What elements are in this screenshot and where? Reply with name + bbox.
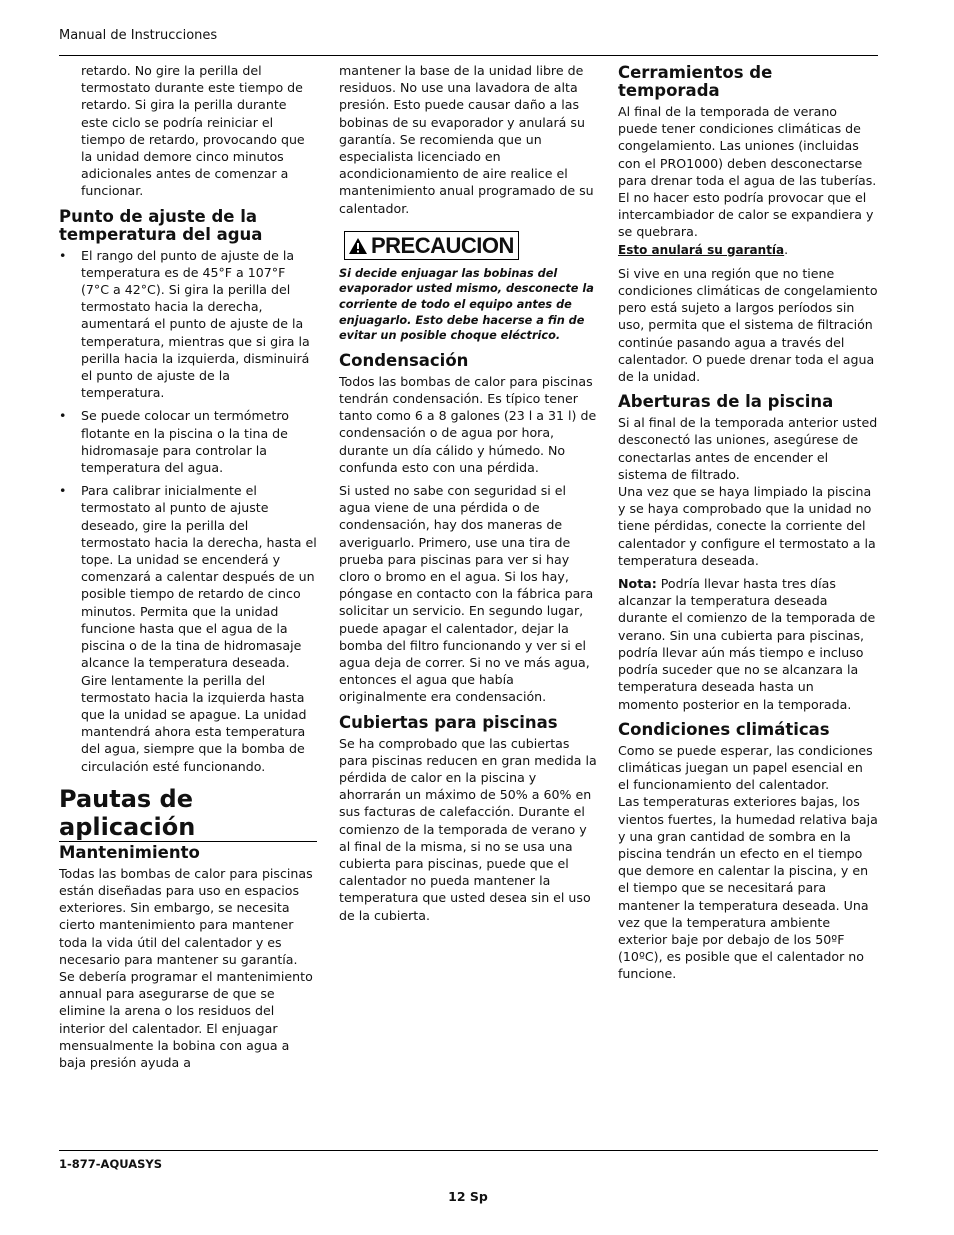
maintenance-continued: mantener la base de la unidad libre de residuos. No use una lavadora de alta presión. Esto puede causar daño a las bobinas de su evaporador y anulará su garantía. Se recomienda que un especialista licenciado en acondicionamiento de aire realice el mantenimiento anual programado de su calentador. [339, 63, 594, 216]
climate-paragraph-2: Las temperaturas exteriores bajas, los vientos fuertes, la humedad relativa baja y una gran cantidad de sombra en la piscina tendrán un efecto en el tiempo que demore en calentar la piscina, y en el tiempo que se necesitará para mantener la temperatura deseada. Una vez que la temperatura ambiente exterior baje por debajo de los 50ºF (10ºC), es posible que el calentador no funcione. [618, 794, 878, 982]
note-paragraph [618, 575, 878, 713]
warning-icon [348, 237, 368, 255]
heading-season-closing: Cerramientos de temporada [618, 63, 773, 100]
heading-setpoint: Punto de ajuste de la temperatura del agua [59, 206, 263, 244]
season-paragraph-1: Al final de la temporada de verano puede tener condiciones climáticas de congelamiento. Las uniones (incluidas con el PRO1000) deben desconectarse para drenar toda el agua de las tuberías. El no hacer esto podría provocar que el intercambiador de calor se expandiera y se quebrara. [618, 104, 877, 240]
covers-paragraph: Se ha comprobado que las cubiertas para piscinas reducen en gran medida la pérdida de calor en la piscina y ahorrarán un máximo de 50% a 60% en sus facturas de calefacción. Durante el comienzo de la temporada de verano y al final de la misma, si no se usa una cubierta para piscinas, puede que el calentador no pueda mantener la temperatura que usted desea sin el uso de la cubierta. [339, 735, 597, 923]
maintenance-paragraph: Todas las bombas de calor para piscinas están diseñadas para uso en espacios exteriores. Sin embargo, se necesita cierto mantenimiento para mantener toda la vida útil del calentador y es necesario para mantener su garantía. Se debería programar el mantenimiento annual para asegurarse de que se elimine la arena o los residuos del interior del calentador. El enjuagar mensualmente la bobina con agua a baja presión ayuda a [59, 865, 313, 1070]
caution-message: Si decide enjuagar las bobinas del evaporador usted mismo, desconecte la corriente de todo el equipo antes de enjuagarlo. Esto debe hacerse a fin de evitar un posible choque eléctrico. [339, 266, 594, 343]
header-rule [59, 55, 878, 56]
climate-paragraph-1: Como se puede esperar, las condiciones climáticas juegan un papel esencial en el funcionamiento del calentador. [618, 742, 873, 793]
opening-paragraph-2: Una vez que se haya limpiado la piscina y se haya comprobado que la unidad no tiene pérdidas, conecte la corriente del calentador y configure el termostato a la temperatura deseada. [618, 484, 876, 568]
heading-covers: Cubiertas para piscinas [339, 712, 558, 732]
note-label: Nota: [618, 576, 657, 592]
condensation-paragraph-2: Si usted no sabe con seguridad si el agua viene de una pérdida o de condensación, hay dos maneras de averiguarlo. Primero, use una tira de prueba para piscinas para ver si hay cloro o bromo en el agua. Si los hay, póngase en contacto con la fábrica para solicitar un servicio. En segundo lugar, puede apagar el calentador, dejar la bomba del filtro funcionando y ver si el agua deja de correr. Si no ve más agua, entonces el agua que había originalmente era condensación. [339, 483, 594, 705]
list-item: • El rango del punto de ajuste de la temperatura es de 45°F a 107°F (7°C a 42°C). Si gira la perilla del termostato hacia la derecha, aumentará el punto de ajuste de la temperatura, mientras que si gira la perilla hacia la izquierda, disminuirá el punto de ajuste de la temperatura. [59, 247, 317, 402]
column-3: Cerramientos de temporada Al final de la temporada de verano puede tener condiciones climáticas de congelamiento. Las uniones (incluidas con el PRO1000) deben desconectarse para drenar toda el agua de las tuberías. El no hacer esto podría provocar que el intercambiador de calor se expandiera y se quebrara. Esto anulará su garantía. Si vive en una región que no tiene condiciones climáticas de congelamiento pero está sujeto a largos períodos sin uso, permita que el sistema de filtración continúe pasando agua a través del calentador. O puede drenar toda el agua de la unidad. Aberturas de la piscina Si al final de la temporada anterior usted desconectó las uniones, asegúrese de conectarlas antes de encender el sistema de filtrado. Una vez que se haya limpiado la piscina y se haya comprobado que la unidad no tiene pérdidas, conecte la corriente del calentador y configure el termostato a la temperatura deseada. Nota: Podría llevar hasta tres días alcanzar la temperatura deseada durante el comienzo de la temporada de verano. Sin una cubierta para piscinas, podría llevar aún más tiempo e incluso podría suceder que no se alcanzara la temperatura deseada hasta un momento posterior en la temporada. Condiciones climáticas Como se puede esperar, las condiciones climáticas juegan un papel esencial en el funcionamiento del calentador. Las temperaturas exteriores bajas, los vientos fuertes, la humedad relativa baja y una gran cantidad de sombra en la piscina tendrán un efecto en el tiempo que demore en calentar la piscina, y en el tiempo que se necesitará para mantener la temperatura deseada. Una vez que la temperatura ambiente exterior baje por debajo de los 50ºF (10ºC), es posible que el calentador no funcione. [618, 63, 878, 982]
heading-condensation: Condensación [339, 350, 469, 370]
condensation-paragraph-1: Todos las bombas de calor para piscinas tendrán condensación. Es típico tener tanto como 6 a 8 galones (23 l a 31 l) de condensación o de agua por hora, durante un día cálido y húmedo. No confunda esto con una pérdida. [339, 373, 597, 475]
caution-label [344, 231, 519, 260]
page-header: Manual de Instrucciones [59, 28, 218, 43]
heading-climate: Condiciones climáticas [618, 719, 830, 739]
caution-text-label: PRECAUCION [371, 233, 514, 259]
warranty-warning: Esto anulará su garantía [618, 242, 785, 257]
heading-maintenance: Mantenimiento [59, 842, 200, 862]
note-text: Podría llevar hasta tres días alcanzar la temperatura deseada durante el comienzo de la temporada de verano. Sin una cubierta para piscinas, podría llevar aún más tiempo e incluso podría suceder que no se alcanzara la temperatura deseada hasta un momento posterior en la temporada. [618, 576, 876, 712]
setpoint-list [59, 247, 317, 775]
section-title: Pautas de aplicación [59, 785, 317, 842]
opening-paragraph-1: Si al final de la temporada anterior usted desconectó las uniones, asegúrese de conectarlas antes de encender el sistema de filtrado. [618, 415, 878, 482]
heading-pool-opening: Aberturas de la piscina [618, 392, 834, 412]
season-paragraph-2: Si vive en una región que no tiene condiciones climáticas de congelamiento pero está sujeto a largos períodos sin uso, permita que el sistema de filtración continúe pasando agua a través del calentador. O puede drenar toda el agua de la unidad. [618, 265, 878, 385]
intro-paragraph: retardo. No gire la perilla del termostato durante este tiempo de retardo. Si gira la perilla durante este ciclo se podría reiniciar el tiempo de retardo, provocando que la unidad demore cinco minutos adicionales antes de comenzar a funcionar. [81, 63, 305, 199]
column-2 [339, 62, 597, 930]
footer-rule [59, 1150, 878, 1151]
list-item: • Se puede colocar un termómetro flotante en la piscina o la tina de hidromasaje para controlar la temperatura del agua. [59, 407, 317, 476]
list-item: • Para calibrar inicialmente el termostato al punto de ajuste deseado, gire la perilla del termostato hacia la derecha, hasta el tope. La unidad se encenderá y comenzará a calentar después de un posible tiempo de retardo de cinco minutos. Permita que la unidad funcione hasta que el agua de la piscina o de la tina de hidromasaje alcance la temperatura deseada. Gire lentamente la perilla del termostato hacia la izquierda hasta que la unidad se apague. La unidad mantendrá ahora esta temperatura del agua, siempre que la bomba de circulación esté funcionando. [59, 482, 317, 774]
page-number: 12 Sp [448, 1189, 488, 1204]
column-1 [59, 62, 317, 1077]
footer-phone: 1-877-AQUASYS [59, 1157, 163, 1171]
